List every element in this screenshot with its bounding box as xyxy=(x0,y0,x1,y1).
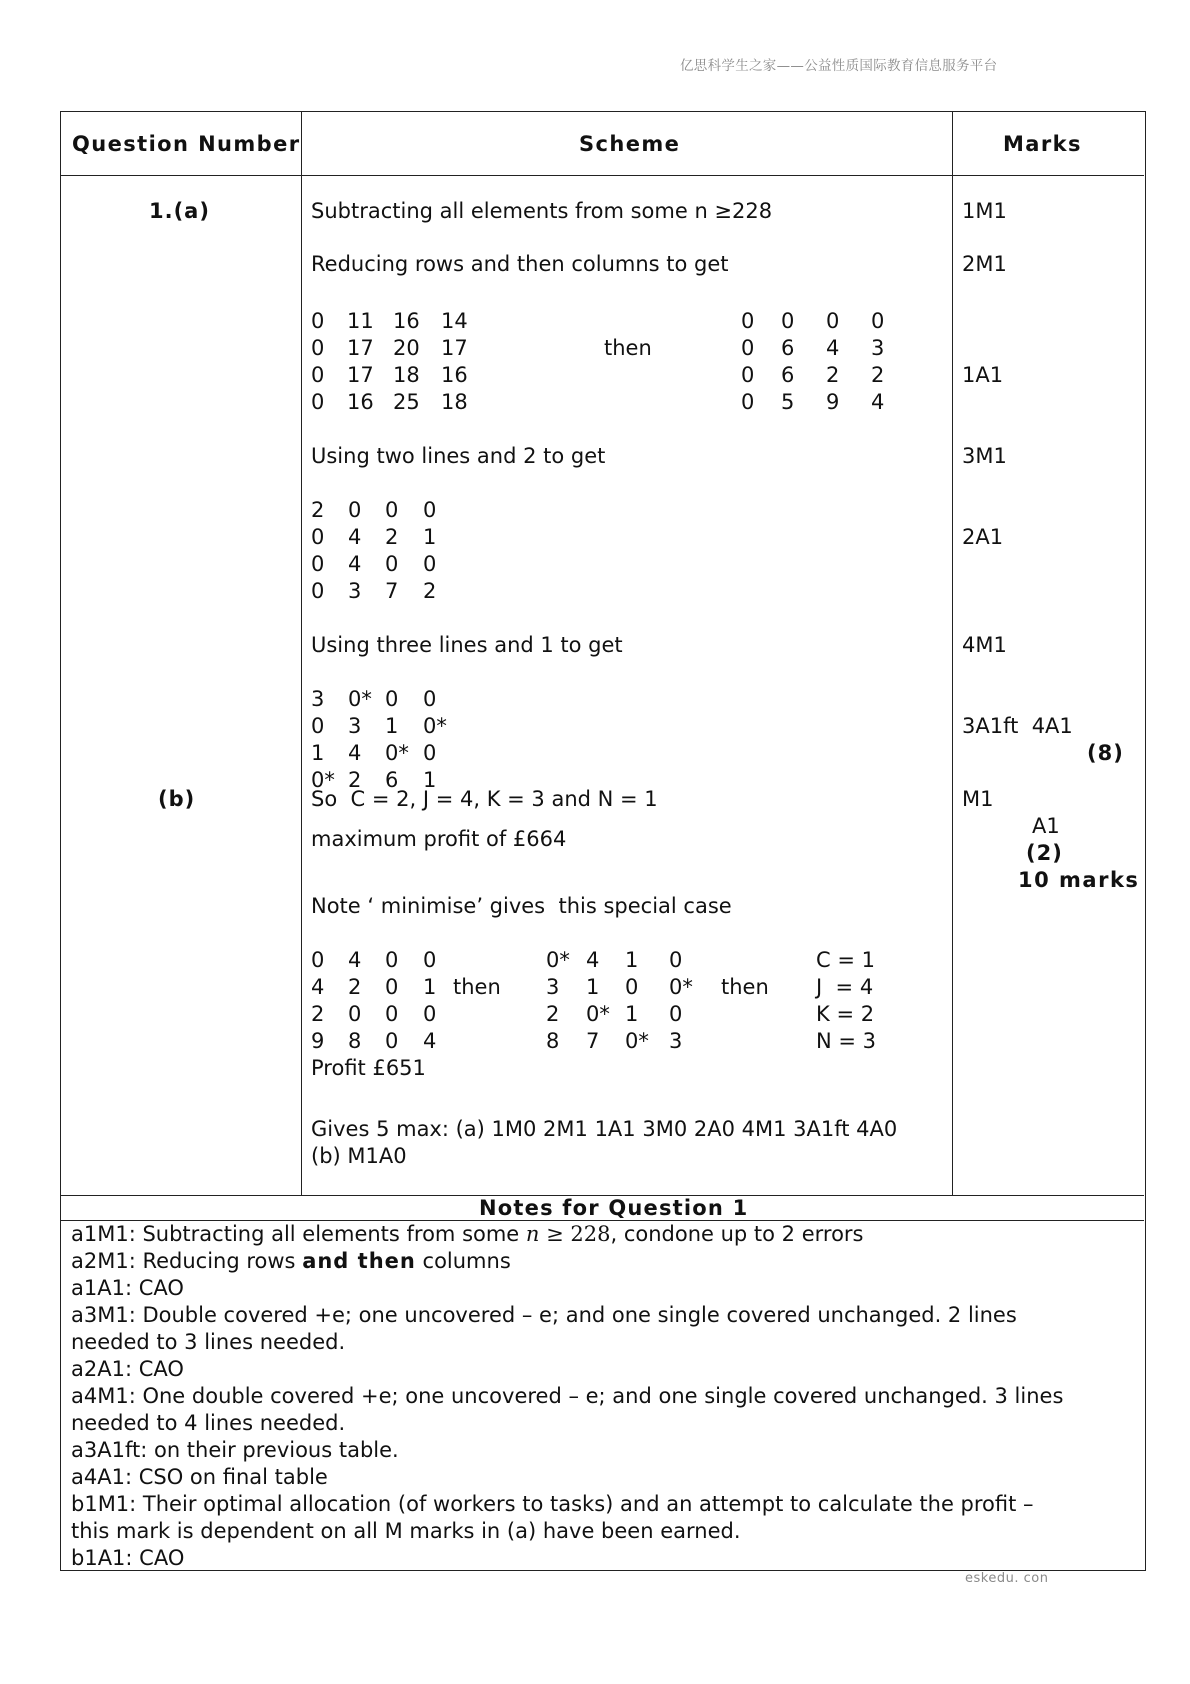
matrix-cell: 0 xyxy=(781,309,795,333)
mark-2a1: 2A1 xyxy=(962,525,1004,549)
matrix-cell: 0 xyxy=(423,948,437,972)
matrix-cell: 2 xyxy=(423,579,437,603)
mark-2m1: 2M1 xyxy=(962,252,1007,276)
matrix-cell: 1 xyxy=(311,741,325,765)
note-b1m1-line1: b1M1: Their optimal allocation (of workers to tasks) and an attempt to calculate the profit – xyxy=(71,1492,1034,1516)
matrix-cell: 0 xyxy=(311,309,325,333)
then-label: then xyxy=(721,975,769,999)
header-scheme: Scheme xyxy=(579,132,681,156)
matrix-cell: 16 xyxy=(441,363,468,387)
matrix-cell: 0 xyxy=(385,975,399,999)
note-a1m1-inequality: ≥ 228 xyxy=(539,1222,611,1246)
page-header-site: 亿思科学生之家——公益性质国际教育信息服务平台 xyxy=(680,58,998,74)
scheme-line-reduce: Reducing rows and then columns to get xyxy=(311,252,729,276)
matrix-cell: 0 xyxy=(385,1002,399,1026)
matrix-cell: 4 xyxy=(311,975,325,999)
matrix-cell: 0 xyxy=(423,498,437,522)
matrix-cell: 0 xyxy=(311,390,325,414)
notes-title: Notes for Question 1 xyxy=(479,1196,749,1220)
matrix-cell: 0 xyxy=(423,687,437,711)
mark-subtotal-b: (2) xyxy=(1026,841,1063,865)
matrix-cell: 0 xyxy=(385,552,399,576)
matrix-cell: 0 xyxy=(669,948,683,972)
matrix-cell: 3 xyxy=(871,336,885,360)
scheme-line-special-case: Note ‘ minimise’ gives this special case xyxy=(311,894,732,918)
matrix-cell: 1 xyxy=(423,768,437,792)
matrix-cell: 8 xyxy=(546,1029,560,1053)
note-a2m1 xyxy=(71,1248,511,1275)
matrix-cell: 0 xyxy=(423,1002,437,1026)
matrix-cell: J = 4 xyxy=(816,975,874,999)
matrix-cell: 0* xyxy=(423,714,447,738)
matrix-cell: 0 xyxy=(385,1029,399,1053)
matrix-cell: 0 xyxy=(423,552,437,576)
matrix-cell: 4 xyxy=(871,390,885,414)
matrix-cell: 18 xyxy=(441,390,468,414)
scheme-line-gives-a: Gives 5 max: (a) 1M0 2M1 1A1 3M0 2A0 4M1 3A1ft 4A0 xyxy=(311,1117,898,1141)
matrix-cell: 9 xyxy=(311,1029,325,1053)
matrix-cell: 0* xyxy=(348,687,372,711)
matrix-cell: 1 xyxy=(625,1002,639,1026)
note-a4a1: a4A1: CSO on final table xyxy=(71,1465,328,1489)
matrix-cell: 4 xyxy=(348,948,362,972)
mark-4m1: 4M1 xyxy=(962,633,1007,657)
matrix-cell: K = 2 xyxy=(816,1002,875,1026)
matrix-cell: 16 xyxy=(347,390,374,414)
matrix-cell: 4 xyxy=(586,948,600,972)
scheme-line-subtract: Subtracting all elements from some n ≥228 xyxy=(311,199,773,223)
matrix-cell: 25 xyxy=(393,390,420,414)
matrix-cell: 17 xyxy=(347,336,374,360)
matrix-cell: 6 xyxy=(781,363,795,387)
note-a1m1-text: a1M1: Subtracting all elements from some xyxy=(71,1222,526,1246)
matrix-cell: 0 xyxy=(826,309,840,333)
matrix-cell: 6 xyxy=(385,768,399,792)
note-a2m1-text: a2M1: Reducing rows xyxy=(71,1249,303,1273)
matrix-cell: 11 xyxy=(347,309,374,333)
matrix-cell: 0* xyxy=(669,975,693,999)
column-divider xyxy=(301,112,302,1195)
matrix-cell: 3 xyxy=(669,1029,683,1053)
matrix-cell: 1 xyxy=(385,714,399,738)
matrix-cell: 3 xyxy=(311,687,325,711)
note-a2a1: a2A1: CAO xyxy=(71,1357,184,1381)
matrix-cell: 0 xyxy=(348,1002,362,1026)
matrix-cell: 4 xyxy=(826,336,840,360)
matrix-cell: 9 xyxy=(826,390,840,414)
mark-1m1: 1M1 xyxy=(962,199,1007,223)
matrix-cell: 1 xyxy=(625,948,639,972)
note-a1m1 xyxy=(71,1221,864,1248)
note-a3a1ft: a3A1ft: on their previous table. xyxy=(71,1438,399,1462)
matrix-cell: 2 xyxy=(311,498,325,522)
note-a4m1-line1: a4M1: One double covered +e; one uncovered – e; and one single covered unchanged. 3 lines xyxy=(71,1384,1064,1408)
matrix-cell: 0 xyxy=(669,1002,683,1026)
note-b1a1: b1A1: CAO xyxy=(71,1546,185,1570)
matrix-cell: 0 xyxy=(311,552,325,576)
note-a1a1: a1A1: CAO xyxy=(71,1276,184,1300)
matrix-cell: 0 xyxy=(871,309,885,333)
column-divider xyxy=(952,112,953,1195)
matrix-cell: 2 xyxy=(311,1002,325,1026)
question-part-a: 1.(a) xyxy=(149,199,210,223)
matrix-cell: 20 xyxy=(393,336,420,360)
note-b1m1-line2: this mark is dependent on all M marks in (a) have been earned. xyxy=(71,1519,741,1543)
matrix-cell: 0 xyxy=(741,309,755,333)
matrix-cell: 0 xyxy=(311,363,325,387)
matrix-cell: 4 xyxy=(423,1029,437,1053)
mark-a1: A1 xyxy=(1032,814,1060,838)
matrix-cell: 2 xyxy=(826,363,840,387)
header-marks: Marks xyxy=(1003,132,1082,156)
matrix-cell: 3 xyxy=(348,714,362,738)
note-a3m1-line2: needed to 3 lines needed. xyxy=(71,1330,346,1354)
mark-total: 10 marks xyxy=(1018,868,1140,892)
mark-subtotal-a: (8) xyxy=(1087,741,1124,765)
header-row-divider xyxy=(61,175,1144,176)
matrix-cell: 0 xyxy=(385,948,399,972)
matrix-cell: 4 xyxy=(348,552,362,576)
mark-1a1: 1A1 xyxy=(962,363,1004,387)
matrix-cell: 0 xyxy=(311,525,325,549)
matrix-cell: 17 xyxy=(441,336,468,360)
matrix-cell: 2 xyxy=(385,525,399,549)
matrix-cell: 2 xyxy=(871,363,885,387)
matrix-cell: 0 xyxy=(741,336,755,360)
mark-m1: M1 xyxy=(962,787,994,811)
matrix-cell: 0* xyxy=(385,741,409,765)
matrix-cell: 1 xyxy=(586,975,600,999)
mark-3a1ft-4a1: 3A1ft 4A1 xyxy=(962,714,1073,738)
matrix-cell: 2 xyxy=(546,1002,560,1026)
scheme-line-profit-651: Profit £651 xyxy=(311,1056,426,1080)
matrix-cell: 18 xyxy=(393,363,420,387)
scheme-line-two-lines: Using two lines and 2 to get xyxy=(311,444,606,468)
matrix-cell: 2 xyxy=(348,768,362,792)
matrix-cell: 0* xyxy=(546,948,570,972)
note-a2m1-emphasis: and then xyxy=(302,1249,416,1273)
matrix-cell: 0 xyxy=(423,741,437,765)
matrix-cell: 0 xyxy=(311,948,325,972)
matrix-cell: 4 xyxy=(348,525,362,549)
matrix-cell: 1 xyxy=(423,525,437,549)
matrix-cell: 7 xyxy=(586,1029,600,1053)
matrix-cell: N = 3 xyxy=(816,1029,877,1053)
note-a1m1-variable: n xyxy=(525,1222,540,1246)
note-a1m1-condition: , condone up to 2 errors xyxy=(610,1222,864,1246)
question-part-b: (b) xyxy=(158,787,196,811)
matrix-cell: 0 xyxy=(625,975,639,999)
matrix-cell: 0 xyxy=(741,363,755,387)
matrix-cell: 4 xyxy=(348,741,362,765)
matrix-cell: 0* xyxy=(586,1002,610,1026)
scheme-line-allocation: So C = 2, J = 4, K = 3 and N = 1 xyxy=(311,787,658,811)
matrix-cell: 0 xyxy=(741,390,755,414)
matrix-cell: 0 xyxy=(348,498,362,522)
scheme-line-three-lines: Using three lines and 1 to get xyxy=(311,633,623,657)
matrix-cell: 2 xyxy=(348,975,362,999)
matrix-cell: 0* xyxy=(311,768,335,792)
matrix-cell: 5 xyxy=(781,390,795,414)
matrix-cell: 16 xyxy=(393,309,420,333)
mark-scheme-table xyxy=(60,111,1146,1571)
matrix-cell: 0 xyxy=(385,687,399,711)
matrix-cell: 8 xyxy=(348,1029,362,1053)
then-label: then xyxy=(604,336,652,360)
note-a2m1-suffix: columns xyxy=(415,1249,511,1273)
note-a3m1-line1: a3M1: Double covered +e; one uncovered – e; and one single covered unchanged. 2 lines xyxy=(71,1303,1017,1327)
matrix-cell: 0* xyxy=(625,1029,649,1053)
matrix-cell: 1 xyxy=(423,975,437,999)
matrix-cell: C = 1 xyxy=(816,948,875,972)
scheme-line-profit: maximum profit of £664 xyxy=(311,827,567,851)
matrix-cell: 6 xyxy=(781,336,795,360)
matrix-cell: 0 xyxy=(311,336,325,360)
matrix-cell: 3 xyxy=(546,975,560,999)
matrix-cell: 7 xyxy=(385,579,399,603)
matrix-cell: 0 xyxy=(311,714,325,738)
note-a4m1-line2: needed to 4 lines needed. xyxy=(71,1411,346,1435)
matrix-cell: 0 xyxy=(385,498,399,522)
matrix-cell: 17 xyxy=(347,363,374,387)
then-label: then xyxy=(453,975,501,999)
matrix-cell: 3 xyxy=(348,579,362,603)
matrix-cell: 0 xyxy=(311,579,325,603)
header-question-number: Question Number xyxy=(72,132,301,156)
page-footer-site: eskedu. con xyxy=(965,1571,1049,1586)
mark-3m1: 3M1 xyxy=(962,444,1007,468)
scheme-line-gives-b: (b) M1A0 xyxy=(311,1144,407,1168)
matrix-cell: 14 xyxy=(441,309,468,333)
